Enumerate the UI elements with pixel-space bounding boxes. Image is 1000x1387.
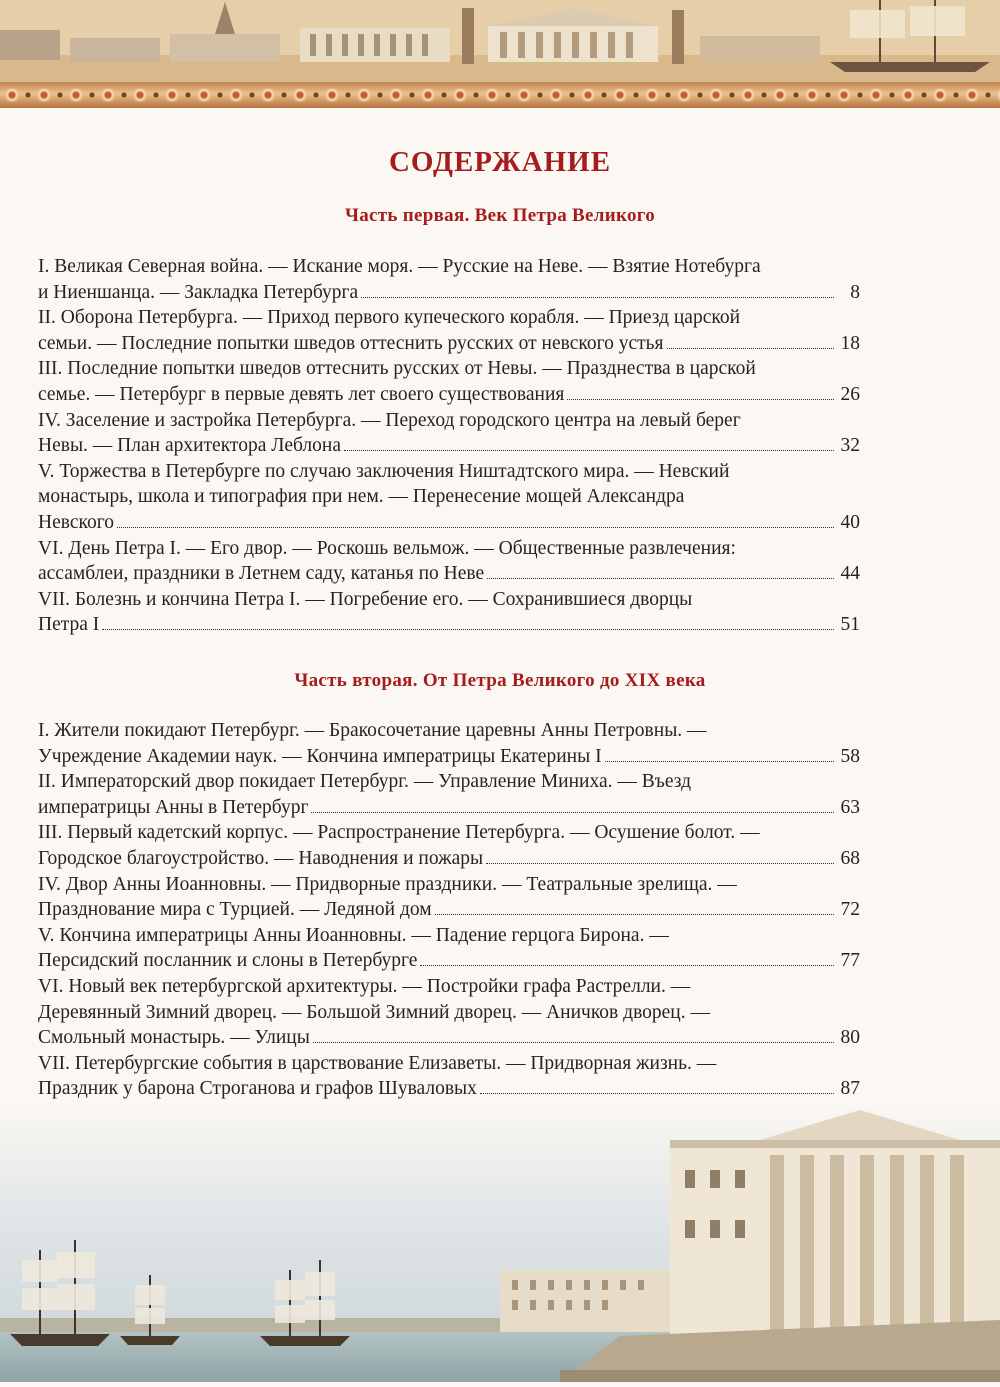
page-number: 80	[840, 1027, 860, 1049]
page-number: 51	[840, 614, 860, 636]
toc-entry-line: IV. Двор Анны Иоанновны. — Придворные праздники. — Театральные зрелища. —	[38, 873, 737, 895]
leader-dots	[313, 1042, 834, 1043]
toc-entry-line: ассамблеи, праздники в Летнем саду, катанья по Неве	[38, 563, 485, 585]
toc-entry[interactable]	[38, 459, 860, 536]
toc-entry-line: V. Кончина императрицы Анны Иоанновны. — Падение герцога Бирона. —	[38, 924, 669, 946]
toc-entry-line: I. Жители покидают Петербург. — Бракосочетание царевны Анны Петровны. —	[38, 720, 707, 741]
toc-entry-line: Невского	[38, 511, 114, 533]
page-number: 63	[840, 796, 860, 818]
ornament-border	[0, 82, 1000, 108]
leader-dots	[487, 578, 834, 579]
harbor-scene-illustration	[0, 1100, 1000, 1382]
toc-entry-line: Деревянный Зимний дворец. — Большой Зимний дворец. — Аничков дворец. —	[38, 1001, 710, 1023]
toc-part-one	[38, 254, 860, 638]
toc-entry-line: VII. Болезнь и кончина Петра I. — Погребение его. — Сохранившиеся дворцы	[38, 588, 693, 610]
toc-entry-line: II. Оборона Петербурга. — Приход первого купеческого корабля. — Приезд царской	[38, 307, 741, 329]
toc-entry-line: III. Последние попытки шведов оттеснить русских от Невы. — Празднества в царской	[38, 358, 756, 380]
page-number: 58	[840, 745, 860, 767]
page-title: СОДЕРЖАНИЕ	[388, 146, 612, 178]
part-two-heading: Часть вторая. От Петра Великого до XIX века	[294, 670, 706, 691]
toc-entry[interactable]	[38, 1051, 860, 1102]
page-number: 18	[840, 332, 860, 354]
toc-entry[interactable]	[38, 305, 860, 356]
leader-dots	[311, 812, 834, 813]
toc-entry-line: императрицы Анны в Петербург	[38, 796, 309, 818]
toc-entry-line: и Ниеншанца. — Закладка Петербурга	[38, 281, 359, 303]
leader-dots	[486, 863, 834, 864]
city-panorama-illustration	[0, 0, 1000, 84]
toc-entry-line: VI. Новый век петербургской архитектуры. — Постройки графа Растрелли. —	[38, 975, 691, 997]
toc-entry-line: Учреждение Академии наук. — Кончина императрицы Екатерины I	[38, 745, 602, 767]
toc-entry[interactable]	[38, 254, 860, 305]
page-number: 87	[840, 1078, 860, 1100]
leader-dots	[567, 399, 834, 400]
leader-dots	[344, 450, 834, 451]
toc-entry-line: III. Первый кадетский корпус. — Распространение Петербурга. — Осушение болот. —	[38, 822, 760, 844]
page-number: 77	[840, 950, 860, 972]
toc-entry-line: Невы. — План архитектора Леблона	[38, 435, 341, 457]
toc-entry[interactable]	[38, 718, 860, 769]
page-number: 72	[840, 899, 860, 921]
page-number: 40	[840, 511, 860, 533]
part-one-heading: Часть первая. Век Петра Великого	[344, 205, 656, 226]
toc-entry-line: V. Торжества в Петербурге по случаю заключения Ништадтского мира. — Невский	[38, 460, 730, 482]
toc-entry-line: I. Великая Северная война. — Искание моря. — Русские на Неве. — Взятие Нотебурга	[38, 256, 761, 277]
leader-dots	[102, 629, 834, 630]
toc-entry[interactable]	[38, 769, 860, 820]
embankment-illustration	[0, 1100, 1000, 1382]
toc-entry-line: VII. Петербургские события в царствование Елизаветы. — Придворная жизнь. —	[38, 1052, 717, 1074]
toc-entry-line: Персидский посланник и слоны в Петербурге	[38, 950, 418, 972]
toc-entry-line: Петра I	[38, 614, 100, 636]
toc-entry[interactable]	[38, 820, 860, 871]
toc-entry[interactable]	[38, 408, 860, 459]
toc-entry-line: монастырь, школа и типография при нем. — Перенесение мощей Александра	[38, 486, 685, 508]
toc-entry[interactable]	[38, 923, 860, 974]
toc-entry-line: Празднование мира с Турцией. — Ледяной дом	[38, 899, 432, 921]
leader-dots	[420, 965, 834, 966]
page-number: 44	[840, 563, 860, 585]
toc-entry-line: семьи. — Последние попытки шведов оттеснить русских от невского устья	[38, 332, 664, 354]
top-panorama-banner	[0, 0, 1000, 108]
page-number: 26	[840, 383, 860, 405]
toc-part-two	[38, 718, 860, 1153]
leader-dots	[667, 348, 834, 349]
leader-dots	[117, 527, 834, 528]
toc-entry-line: семье. — Петербург в первые девять лет своего существования	[38, 383, 565, 405]
leader-dots	[435, 914, 834, 915]
page-number: 68	[840, 847, 860, 869]
toc-entry[interactable]	[38, 974, 860, 1051]
leader-dots	[480, 1093, 834, 1094]
leader-dots	[361, 297, 834, 298]
toc-entry[interactable]	[38, 872, 860, 923]
leader-dots	[605, 761, 834, 762]
page-number: 8	[850, 281, 860, 303]
page-number: 32	[840, 435, 860, 457]
toc-entry-line: Праздник у барона Строганова и графов Шуваловых	[38, 1078, 477, 1100]
toc-entry[interactable]	[38, 587, 860, 638]
toc-entry[interactable]	[38, 536, 860, 587]
toc-entry[interactable]	[38, 356, 860, 407]
toc-entry-line: II. Императорский двор покидает Петербург. — Управление Миниха. — Въезд	[38, 771, 691, 793]
toc-entry-line: Городское благоустройство. — Наводнения и пожары	[38, 847, 484, 869]
toc-entry-line: Смольный монастырь. — Улицы	[38, 1027, 310, 1049]
toc-entry-line: VI. День Петра I. — Его двор. — Роскошь вельмож. — Общественные развлечения:	[38, 537, 736, 559]
toc-entry-line: IV. Заселение и застройка Петербурга. — Переход городского центра на левый берег	[38, 409, 741, 431]
